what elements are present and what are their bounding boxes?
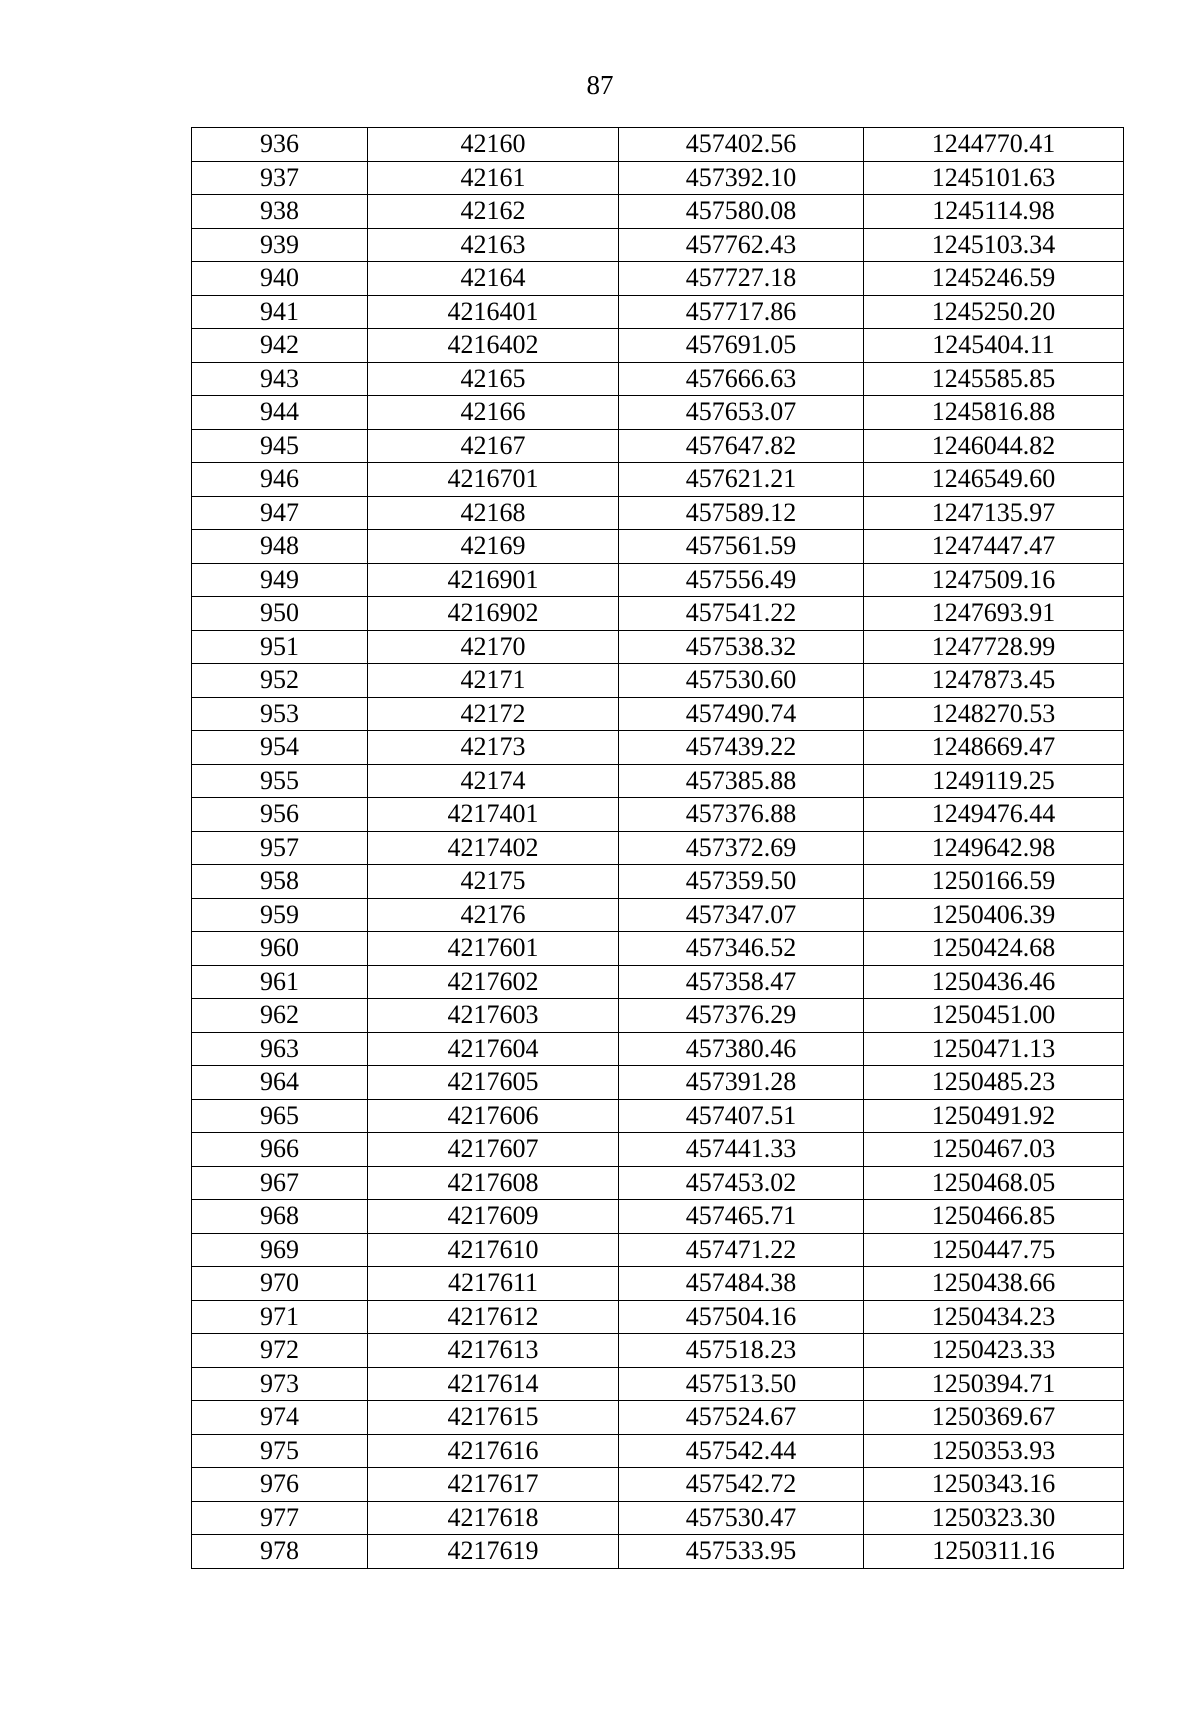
row-number-cell: 976 [192,1468,368,1502]
y-coordinate-cell: 1245246.59 [864,262,1124,296]
table-row [192,530,1124,564]
x-coordinate-cell: 457376.88 [619,798,864,832]
table-row [192,1334,1124,1368]
row-number-cell: 963 [192,1032,368,1066]
point-id-cell: 4217617 [368,1468,619,1502]
y-coordinate-cell: 1250436.46 [864,965,1124,999]
y-coordinate-cell: 1245250.20 [864,295,1124,329]
point-id-cell: 4217618 [368,1501,619,1535]
table-row [192,362,1124,396]
row-number-cell: 974 [192,1401,368,1435]
row-number-cell: 972 [192,1334,368,1368]
row-number-cell: 948 [192,530,368,564]
y-coordinate-cell: 1244770.41 [864,128,1124,162]
y-coordinate-cell: 1250406.39 [864,898,1124,932]
table-row [192,262,1124,296]
table-row [192,597,1124,631]
table-row [192,965,1124,999]
point-id-cell: 4217607 [368,1133,619,1167]
table-row [192,1367,1124,1401]
x-coordinate-cell: 457391.28 [619,1066,864,1100]
x-coordinate-cell: 457504.16 [619,1300,864,1334]
point-id-cell: 42168 [368,496,619,530]
y-coordinate-cell: 1250451.00 [864,999,1124,1033]
coordinates-table [191,127,1124,1569]
point-id-cell: 4217604 [368,1032,619,1066]
y-coordinate-cell: 1247509.16 [864,563,1124,597]
table-row [192,1200,1124,1234]
row-number-cell: 961 [192,965,368,999]
point-id-cell: 4217603 [368,999,619,1033]
point-id-cell: 4217609 [368,1200,619,1234]
row-number-cell: 945 [192,429,368,463]
x-coordinate-cell: 457376.29 [619,999,864,1033]
x-coordinate-cell: 457762.43 [619,228,864,262]
table-row [192,1099,1124,1133]
row-number-cell: 951 [192,630,368,664]
point-id-cell: 42162 [368,195,619,229]
point-id-cell: 4217401 [368,798,619,832]
row-number-cell: 942 [192,329,368,363]
point-id-cell: 4216901 [368,563,619,597]
x-coordinate-cell: 457346.52 [619,932,864,966]
table-row [192,999,1124,1033]
x-coordinate-cell: 457530.47 [619,1501,864,1535]
x-coordinate-cell: 457533.95 [619,1535,864,1569]
point-id-cell: 4217614 [368,1367,619,1401]
table-row [192,329,1124,363]
row-number-cell: 962 [192,999,368,1033]
x-coordinate-cell: 457541.22 [619,597,864,631]
point-id-cell: 42171 [368,664,619,698]
row-number-cell: 973 [192,1367,368,1401]
point-id-cell: 42166 [368,396,619,430]
y-coordinate-cell: 1249642.98 [864,831,1124,865]
y-coordinate-cell: 1250434.23 [864,1300,1124,1334]
y-coordinate-cell: 1250353.93 [864,1434,1124,1468]
y-coordinate-cell: 1245404.11 [864,329,1124,363]
x-coordinate-cell: 457402.56 [619,128,864,162]
y-coordinate-cell: 1249476.44 [864,798,1124,832]
point-id-cell: 4217606 [368,1099,619,1133]
row-number-cell: 957 [192,831,368,865]
point-id-cell: 42170 [368,630,619,664]
point-id-cell: 42163 [368,228,619,262]
point-id-cell: 4217605 [368,1066,619,1100]
table-row [192,1501,1124,1535]
x-coordinate-cell: 457589.12 [619,496,864,530]
coordinates-table-body [192,128,1124,1569]
point-id-cell: 4217615 [368,1401,619,1435]
y-coordinate-cell: 1250447.75 [864,1233,1124,1267]
x-coordinate-cell: 457556.49 [619,563,864,597]
row-number-cell: 938 [192,195,368,229]
y-coordinate-cell: 1250323.30 [864,1501,1124,1535]
table-row [192,1401,1124,1435]
y-coordinate-cell: 1245585.85 [864,362,1124,396]
table-row [192,831,1124,865]
table-row [192,865,1124,899]
point-id-cell: 42175 [368,865,619,899]
row-number-cell: 969 [192,1233,368,1267]
row-number-cell: 940 [192,262,368,296]
x-coordinate-cell: 457407.51 [619,1099,864,1133]
table-row [192,496,1124,530]
x-coordinate-cell: 457518.23 [619,1334,864,1368]
row-number-cell: 956 [192,798,368,832]
row-number-cell: 950 [192,597,368,631]
table-row [192,1233,1124,1267]
y-coordinate-cell: 1250423.33 [864,1334,1124,1368]
point-id-cell: 4217602 [368,965,619,999]
table-row [192,898,1124,932]
table-row [192,798,1124,832]
point-id-cell: 42167 [368,429,619,463]
row-number-cell: 978 [192,1535,368,1569]
y-coordinate-cell: 1247728.99 [864,630,1124,664]
table-row [192,429,1124,463]
point-id-cell: 42165 [368,362,619,396]
row-number-cell: 952 [192,664,368,698]
row-number-cell: 943 [192,362,368,396]
row-number-cell: 970 [192,1267,368,1301]
x-coordinate-cell: 457439.22 [619,731,864,765]
row-number-cell: 960 [192,932,368,966]
point-id-cell: 42176 [368,898,619,932]
row-number-cell: 936 [192,128,368,162]
row-number-cell: 937 [192,161,368,195]
y-coordinate-cell: 1247693.91 [864,597,1124,631]
x-coordinate-cell: 457513.50 [619,1367,864,1401]
point-id-cell: 4217601 [368,932,619,966]
y-coordinate-cell: 1247135.97 [864,496,1124,530]
y-coordinate-cell: 1247873.45 [864,664,1124,698]
row-number-cell: 971 [192,1300,368,1334]
page-number: 87 [586,70,614,100]
point-id-cell: 4217612 [368,1300,619,1334]
row-number-cell: 947 [192,496,368,530]
row-number-cell: 958 [192,865,368,899]
table-row [192,396,1124,430]
row-number-cell: 949 [192,563,368,597]
y-coordinate-cell: 1248270.53 [864,697,1124,731]
y-coordinate-cell: 1250369.67 [864,1401,1124,1435]
x-coordinate-cell: 457524.67 [619,1401,864,1435]
row-number-cell: 944 [192,396,368,430]
row-number-cell: 959 [192,898,368,932]
y-coordinate-cell: 1250471.13 [864,1032,1124,1066]
y-coordinate-cell: 1250467.03 [864,1133,1124,1167]
x-coordinate-cell: 457392.10 [619,161,864,195]
y-coordinate-cell: 1245101.63 [864,161,1124,195]
row-number-cell: 955 [192,764,368,798]
point-id-cell: 4217619 [368,1535,619,1569]
point-id-cell: 4216401 [368,295,619,329]
table-row [192,664,1124,698]
x-coordinate-cell: 457441.33 [619,1133,864,1167]
x-coordinate-cell: 457542.72 [619,1468,864,1502]
point-id-cell: 42173 [368,731,619,765]
point-id-cell: 4217402 [368,831,619,865]
y-coordinate-cell: 1246044.82 [864,429,1124,463]
x-coordinate-cell: 457347.07 [619,898,864,932]
x-coordinate-cell: 457385.88 [619,764,864,798]
row-number-cell: 967 [192,1166,368,1200]
y-coordinate-cell: 1250343.16 [864,1468,1124,1502]
y-coordinate-cell: 1250485.23 [864,1066,1124,1100]
table-row [192,1267,1124,1301]
x-coordinate-cell: 457471.22 [619,1233,864,1267]
y-coordinate-cell: 1249119.25 [864,764,1124,798]
point-id-cell: 4216902 [368,597,619,631]
table-row [192,630,1124,664]
y-coordinate-cell: 1250466.85 [864,1200,1124,1234]
x-coordinate-cell: 457359.50 [619,865,864,899]
row-number-cell: 965 [192,1099,368,1133]
point-id-cell: 4216402 [368,329,619,363]
point-id-cell: 4217613 [368,1334,619,1368]
point-id-cell: 4217610 [368,1233,619,1267]
y-coordinate-cell: 1245114.98 [864,195,1124,229]
row-number-cell: 966 [192,1133,368,1167]
y-coordinate-cell: 1250311.16 [864,1535,1124,1569]
row-number-cell: 964 [192,1066,368,1100]
y-coordinate-cell: 1250166.59 [864,865,1124,899]
row-number-cell: 954 [192,731,368,765]
y-coordinate-cell: 1245816.88 [864,396,1124,430]
point-id-cell: 42161 [368,161,619,195]
x-coordinate-cell: 457666.63 [619,362,864,396]
x-coordinate-cell: 457484.38 [619,1267,864,1301]
point-id-cell: 42164 [368,262,619,296]
table-row [192,764,1124,798]
table-row [192,1434,1124,1468]
y-coordinate-cell: 1245103.34 [864,228,1124,262]
x-coordinate-cell: 457727.18 [619,262,864,296]
y-coordinate-cell: 1250424.68 [864,932,1124,966]
y-coordinate-cell: 1250491.92 [864,1099,1124,1133]
point-id-cell: 42169 [368,530,619,564]
x-coordinate-cell: 457465.71 [619,1200,864,1234]
row-number-cell: 977 [192,1501,368,1535]
x-coordinate-cell: 457542.44 [619,1434,864,1468]
x-coordinate-cell: 457653.07 [619,396,864,430]
x-coordinate-cell: 457580.08 [619,195,864,229]
x-coordinate-cell: 457691.05 [619,329,864,363]
table-row [192,1535,1124,1569]
y-coordinate-cell: 1250438.66 [864,1267,1124,1301]
table-row [192,1066,1124,1100]
point-id-cell: 42172 [368,697,619,731]
table-row [192,195,1124,229]
y-coordinate-cell: 1247447.47 [864,530,1124,564]
x-coordinate-cell: 457538.32 [619,630,864,664]
row-number-cell: 953 [192,697,368,731]
table-row [192,1468,1124,1502]
y-coordinate-cell: 1250394.71 [864,1367,1124,1401]
x-coordinate-cell: 457717.86 [619,295,864,329]
table-row [192,1166,1124,1200]
y-coordinate-cell: 1250468.05 [864,1166,1124,1200]
row-number-cell: 939 [192,228,368,262]
table-row [192,563,1124,597]
y-coordinate-cell: 1248669.47 [864,731,1124,765]
row-number-cell: 975 [192,1434,368,1468]
table-row [192,1032,1124,1066]
table-row [192,697,1124,731]
point-id-cell: 4216701 [368,463,619,497]
table-row [192,463,1124,497]
x-coordinate-cell: 457358.47 [619,965,864,999]
y-coordinate-cell: 1246549.60 [864,463,1124,497]
x-coordinate-cell: 457647.82 [619,429,864,463]
x-coordinate-cell: 457372.69 [619,831,864,865]
table-row [192,128,1124,162]
point-id-cell: 42160 [368,128,619,162]
table-row [192,228,1124,262]
x-coordinate-cell: 457380.46 [619,1032,864,1066]
table-row [192,731,1124,765]
x-coordinate-cell: 457621.21 [619,463,864,497]
table-row [192,1133,1124,1167]
row-number-cell: 946 [192,463,368,497]
row-number-cell: 968 [192,1200,368,1234]
point-id-cell: 4217611 [368,1267,619,1301]
point-id-cell: 4217616 [368,1434,619,1468]
x-coordinate-cell: 457561.59 [619,530,864,564]
point-id-cell: 4217608 [368,1166,619,1200]
table-row [192,1300,1124,1334]
x-coordinate-cell: 457490.74 [619,697,864,731]
x-coordinate-cell: 457453.02 [619,1166,864,1200]
row-number-cell: 941 [192,295,368,329]
table-row [192,932,1124,966]
x-coordinate-cell: 457530.60 [619,664,864,698]
point-id-cell: 42174 [368,764,619,798]
table-row [192,161,1124,195]
table-row [192,295,1124,329]
